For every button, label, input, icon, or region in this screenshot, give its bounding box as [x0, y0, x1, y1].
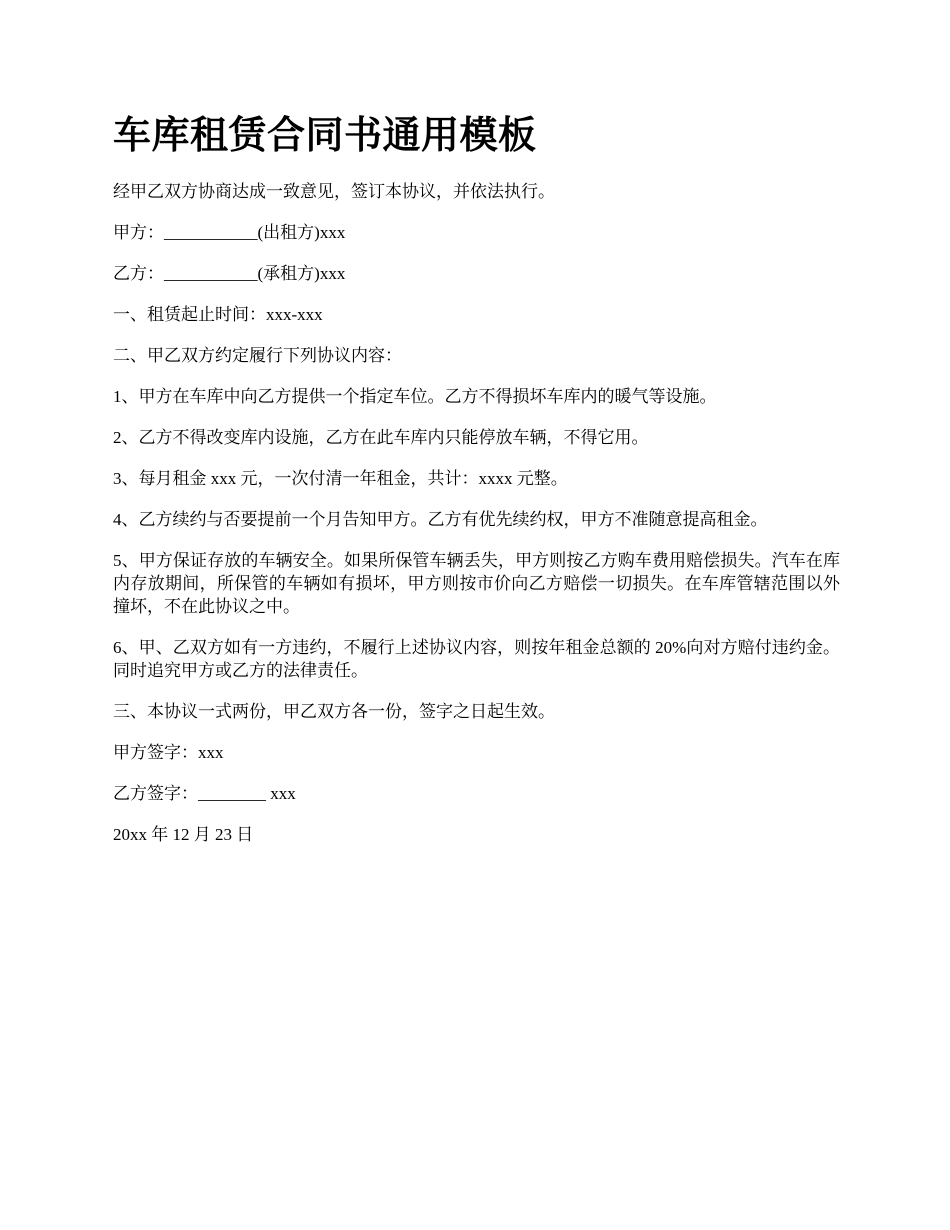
document-title: 车库租赁合同书通用模板 [113, 115, 537, 157]
effective-clause-paragraph: 三、本协议一式两份，甲乙双方各一份，签字之日起生效。 [113, 702, 555, 721]
party-b-signature-line: 乙方签字：________ xxx [113, 784, 296, 803]
party-a-signature-line: 甲方签字：xxx [113, 743, 224, 762]
clause-5-paragraph: 5、甲方保证存放的车辆安全。如果所保管车辆丢失，甲方则按乙方购车费用赔偿损失。汽车在库内存放期间，所保管的车辆如有损坏，甲方则按市价向乙方赔偿一切损失。在车库管辖范围以外撞坏，不在此协议之中。 [113, 551, 840, 616]
clause-3-paragraph: 3、每月租金 xxx 元，一次付清一年租金，共计：xxxx 元整。 [113, 469, 568, 488]
date-line: 20xx 年 12 月 23 日 [113, 825, 254, 844]
party-b-line: 乙方：___________(承租方)xxx [113, 264, 346, 283]
agreement-heading-paragraph: 二、甲乙双方约定履行下列协议内容： [113, 346, 402, 365]
lease-term-paragraph: 一、租赁起止时间：xxx-xxx [113, 305, 323, 324]
party-a-line: 甲方：___________(出租方)xxx [113, 223, 346, 242]
clause-1-paragraph: 1、甲方在车库中向乙方提供一个指定车位。乙方不得损坏车库内的暖气等设施。 [113, 387, 717, 406]
clause-6-paragraph: 6、甲、乙双方如有一方违约，不履行上述协议内容，则按年租金总额的 20%向对方赔付违约金。同时追究甲方或乙方的法律责任。 [113, 638, 840, 680]
intro-paragraph: 经甲乙双方协商达成一致意见，签订本协议，并依法执行。 [113, 182, 555, 201]
clause-2-paragraph: 2、乙方不得改变库内设施，乙方在此车库内只能停放车辆，不得它用。 [113, 428, 649, 447]
clause-4-paragraph: 4、乙方续约与否要提前一个月告知甲方。乙方有优先续约权，甲方不准随意提高租金。 [113, 510, 768, 529]
